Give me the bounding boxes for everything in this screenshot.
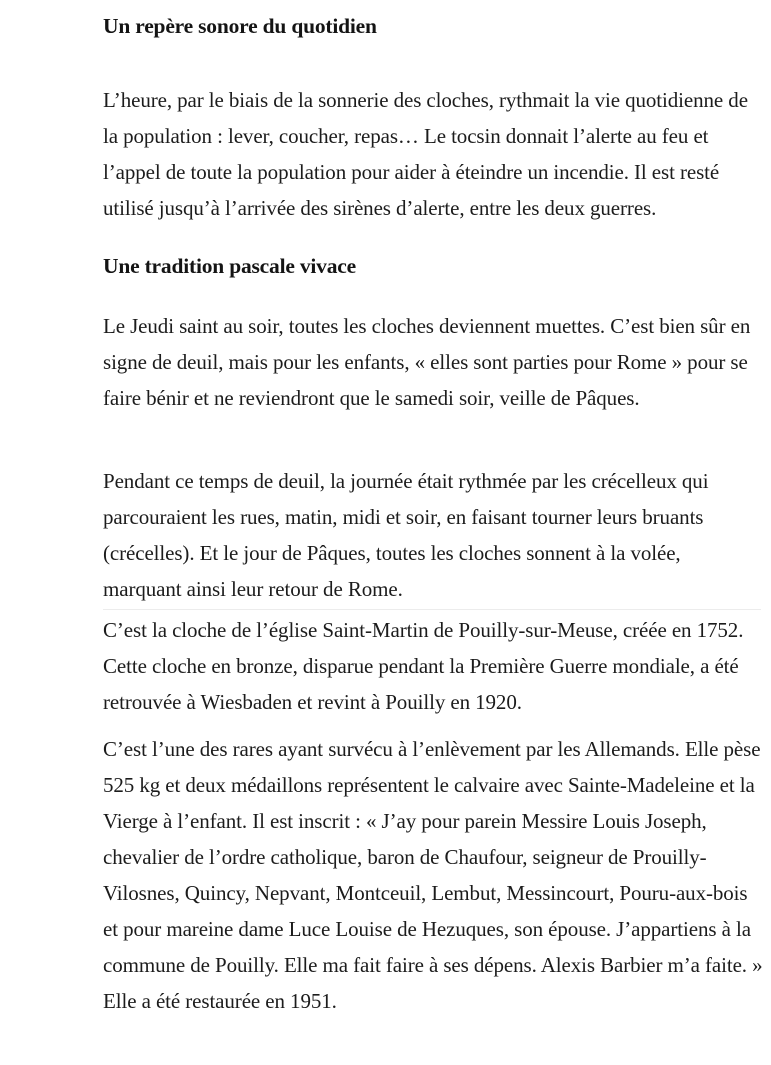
paragraph-cloche-saint-martin: C’est la cloche de l’église Saint-Martin de Pouilly-sur-Meuse, créée en 1752. Cette cloche en bronze, disparue pendant la Première Guerre mondiale, a été retrouvée à Wiesbaden et revint à Pouilly en 1920.: [103, 618, 744, 714]
section-title-tradition-pascale: Une tradition pascale vivace: [103, 254, 356, 278]
paragraph-repere-sonore: L’heure, par le biais de la sonnerie des cloches, rythmait la vie quotidienne de la population : lever, coucher, repas… Le tocsin donnait l’alerte au feu et l’appel de toute la population pour aider à éteindre un incendie. Il est resté utilisé jusqu’à l’arrivée des sirènes d’alerte, entre les deux guerres.: [103, 88, 748, 220]
section-divider: [103, 609, 761, 610]
paragraph-jeudi-saint: Le Jeudi saint au soir, toutes les cloches deviennent muettes. C’est bien sûr en signe de deuil, mais pour les enfants, « elles sont parties pour Rome » pour se faire bénir et ne reviendront que le samedi soir, veille de Pâques.: [103, 314, 751, 410]
paragraph-inscription-cloche: C’est l’une des rares ayant survécu à l’enlèvement par les Allemands. Elle pèse 525 kg et deux médaillons représentent le calvaire avec Sainte-Madeleine et la Vierge à l’enfant. Il est inscrit : « J’ay pour parein Messire Louis Joseph, chevalier de l’ordre catholique, baron de Chaufour, seigneur de Prouilly-Vilosnes, Quincy, Nepvant, Montceuil, Lembut, Messincourt, Pouru-aux-bois et pour mareine dame Luce Louise de Hezuques, son épouse. J’appartiens à la commune de Pouilly. Elle ma fait faire à ses dépens. Alexis Barbier m’a faite. » Elle a été restaurée en 1951.: [103, 737, 763, 1013]
paragraph-crecelleux: Pendant ce temps de deuil, la journée était rythmée par les crécelleux qui parcouraient les rues, matin, midi et soir, en faisant tourner leurs bruants (crécelles). Et le jour de Pâques, toutes les cloches sonnent à la volée, marquant ainsi leur retour de Rome.: [103, 469, 709, 601]
section-title-repere-sonore: Un repère sonore du quotidien: [103, 14, 377, 38]
